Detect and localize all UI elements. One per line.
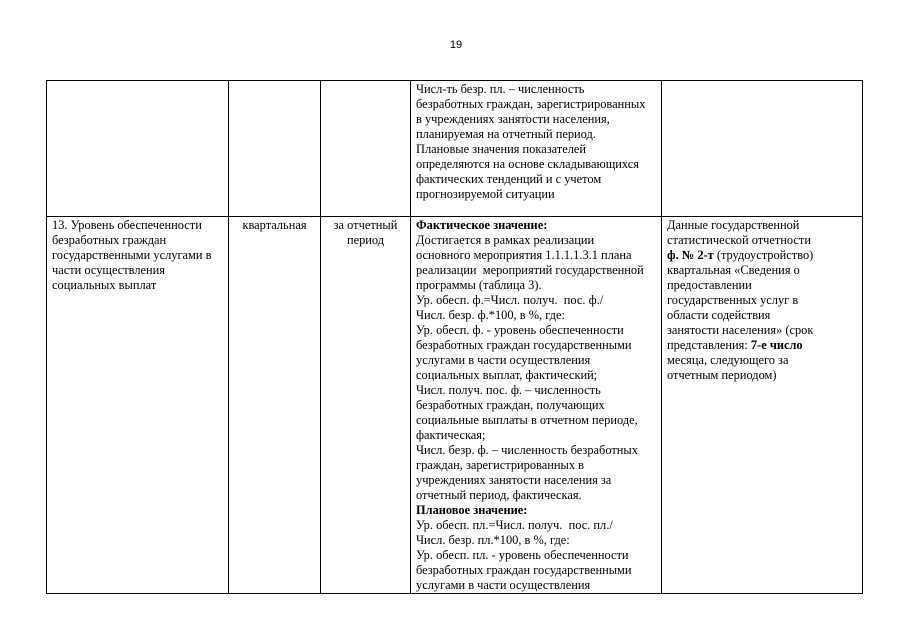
cell-text-line: реализации мероприятий государственной xyxy=(416,263,644,277)
cell-text-line: прогнозируемой ситуации xyxy=(416,187,555,201)
cell-text-line: занятости населения» (срок xyxy=(667,323,814,337)
indicator-table xyxy=(46,80,863,594)
cell-text-line: Числ. безр. ф.*100, в %, где: xyxy=(416,308,565,322)
indicator-name-cell xyxy=(47,81,229,217)
cell-text-line: безработных граждан государственными xyxy=(416,563,632,577)
cell-text-line: безработных граждан xyxy=(52,233,167,247)
cell-text-line: услугами в части осуществления xyxy=(416,353,591,367)
cell-text-line: Данные государственной xyxy=(667,218,800,232)
cell-text-line: учреждениях занятости населения за xyxy=(416,473,612,487)
cell-text-line: области содействия xyxy=(667,308,771,322)
cell-heading-line: Плановое значение: xyxy=(416,503,528,517)
cell-text-line: Ур. обесп. ф.=Числ. получ. пос. ф./ xyxy=(416,293,604,307)
cell-text-line: отчетный период, фактическая. xyxy=(416,488,582,502)
period-cell xyxy=(321,81,411,217)
periodicity-cell xyxy=(229,217,321,594)
cell-text-line: фактическая; xyxy=(416,428,486,442)
cell-text-line: социальных выплат xyxy=(52,278,157,292)
text-segment: (трудоустройство) xyxy=(713,248,814,262)
cell-text-line: фактических тенденций и с учетом xyxy=(416,172,602,186)
cell-text-line: период xyxy=(346,233,385,247)
cell-text-line: определяются на основе складывающихся xyxy=(416,157,639,171)
cell-text-line: месяца, следующего за xyxy=(667,353,789,367)
cell-text-line: безработных граждан государственными xyxy=(416,338,632,352)
bold-text-segment: ф. № 2-т xyxy=(667,248,714,262)
cell-text-line: граждан, зарегистрированных в xyxy=(416,458,584,472)
cell-text-line: услугами в части осуществления xyxy=(416,578,591,592)
cell-text-line xyxy=(667,248,859,263)
cell-text-line: Ур. обесп. пл. - уровень обеспеченности xyxy=(416,548,629,562)
cell-text-line: Числ. получ. пос. ф. – численность xyxy=(416,383,601,397)
calculation-method-cell xyxy=(411,81,662,217)
cell-text-line: социальных выплат, фактический; xyxy=(416,368,598,382)
cell-text-line: Ур. обесп. пл.=Числ. получ. пос. пл./ xyxy=(416,518,613,532)
cell-text-line: социальные выплаты в отчетном периоде, xyxy=(416,413,638,427)
table-row xyxy=(47,217,863,594)
period-cell xyxy=(321,217,411,594)
data-source-cell xyxy=(662,217,863,594)
cell-text-line: Числ-ть безр. пл. – численность xyxy=(416,82,585,96)
cell-text-line: программы (таблица 3). xyxy=(416,278,542,292)
bold-text-segment: 7-е число xyxy=(750,338,803,352)
cell-text-line: Ур. обесп. ф. - уровень обеспеченности xyxy=(416,323,624,337)
cell-text-line: основного мероприятия 1.1.1.1.3.1 плана xyxy=(416,248,632,262)
cell-text-line: Плановые значения показателей xyxy=(416,142,587,156)
cell-text-line: государственными услугами в xyxy=(52,248,212,262)
cell-text-line: отчетным периодом) xyxy=(667,368,777,382)
cell-text-line: статистической отчетности xyxy=(667,233,811,247)
calculation-method-cell xyxy=(411,217,662,594)
cell-text-line: в учреждениях занятости населения, xyxy=(416,112,610,126)
cell-text-line: 13. Уровень обеспеченности xyxy=(52,218,202,232)
table-row xyxy=(47,81,863,217)
cell-text-line: Числ. безр. пл.*100, в %, где: xyxy=(416,533,570,547)
cell-text-line: предоставлении xyxy=(667,278,752,292)
cell-text-line: планируемая на отчетный период. xyxy=(416,127,596,141)
cell-text-line: Достигается в рамках реализации xyxy=(416,233,595,247)
page-number: 19 xyxy=(449,39,463,51)
cell-text-line: государственных услуг в xyxy=(667,293,799,307)
cell-text-line: за отчетный xyxy=(333,218,398,232)
periodicity-cell xyxy=(229,81,321,217)
cell-text-line: части осуществления xyxy=(52,263,166,277)
indicator-name-cell xyxy=(47,217,229,594)
cell-heading-line: Фактическое значение: xyxy=(416,218,548,232)
cell-text-line: квартальная «Сведения о xyxy=(667,263,800,277)
cell-text-line: Числ. безр. ф. – численность безработных xyxy=(416,443,638,457)
table-body xyxy=(47,81,863,594)
cell-text-line: безработных граждан, зарегистрированных xyxy=(416,97,646,111)
cell-text-line: квартальная xyxy=(242,218,307,232)
text-segment: представления: xyxy=(667,338,751,352)
cell-text-line: безработных граждан, получающих xyxy=(416,398,605,412)
cell-text-line xyxy=(667,338,859,353)
data-source-cell xyxy=(662,81,863,217)
